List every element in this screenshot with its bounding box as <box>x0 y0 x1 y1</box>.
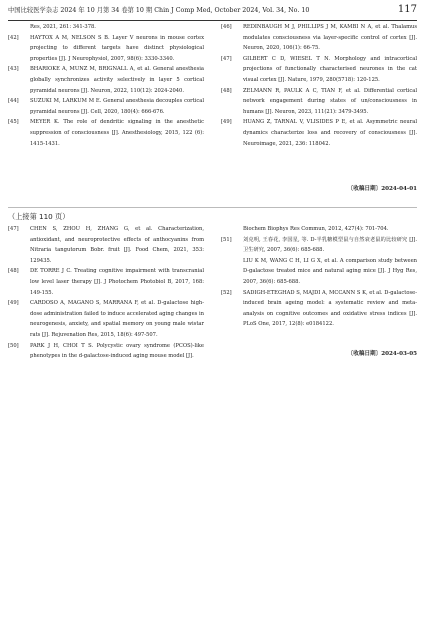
received-date: 〔收稿日期〕2024-03-05 <box>347 351 417 357</box>
reference-item: [50] PARK J H, CHOI T S. Polycystic ovary syndrome (PCOS)-like phenotypes in the d-galactose-induced aging mouse model [J]. <box>8 342 204 360</box>
reference-item: [48] DE TORRE J C. Treating cognitive impairment with transcranial low level laser therapy [J]. J Photochem Photobiol B, 2017, 168: 149-155. <box>8 268 204 296</box>
reference-item: [46] REDINBAUGH M J, PHILLIPS J M, KAMBI N A, et al. Thalamus modulates consciousness via layer-specific control of cortex [J]. Neuron, 2020, 106(1): 66-75. <box>221 24 417 52</box>
ref-continuation: Res, 2021, 261: 341-378. <box>30 24 96 30</box>
reference-item: [49] CARDOSO A, MAGANO S, MARRANA F, et al. D-galactose high-dose administration failed to induce accelerated aging changes in neurogenesis, anxiety, and spatial memory on young male wistar rats [J]. Rejuvenation Res, 2015, 18(6): 497-507. <box>8 300 204 338</box>
bottom-left-column <box>8 224 204 362</box>
journal-header: 中国比较医学杂志 2024 年 10 月第 34 卷第 10 期 Chin J Comp Med, October 2024, Vol. 34, No. 10 <box>8 7 310 14</box>
received-date: 〔收稿日期〕2024-04-01 <box>347 186 417 192</box>
reference-item: [51] 刘克明, 王春花, 李国星, 等. D-半乳糖模型鼠与自然衰老鼠的比较研究 [J]. 卫生研究, 2007, 36(6): 685-688. LIU K M, WANG C H, LI G X, et al. A comparison study between D-galactose treated mice and natural aging mice [J]. J Hyg Res, 2007, 36(6): 685-688. <box>221 236 417 285</box>
bottom-right-column <box>221 224 417 330</box>
section-divider <box>8 207 417 208</box>
ref-continuation: Biochem Biophys Res Commun, 2012, 427(4): 701-704. <box>243 226 389 232</box>
continued-from-label: （上接第 110 页） <box>8 212 70 221</box>
reference-item: [47] GILBERT C D, WIESEL T N. Morphology and intracortical projections of functionally characterised neurones in the cat visual cortex [J]. Nature, 1979, 280(5718): 120-125. <box>221 55 417 83</box>
reference-item: [44] SUZUKI M, LARKUM M E. General anesthesia decouples cortical pyramidal neurons [J]. Cell, 2020, 180(4): 666-676. <box>8 98 204 115</box>
reference-translation: LIU K M, WANG C H, LI G X, et al. A comparison study between D-galactose treated mice and natural aging mice [J]. J Hyg Res, 2007, 36(6): 685-688. <box>243 257 417 285</box>
reference-item: [49] HUANG Z, TARNAL V, VLISIDES P E, et al. Asymmetric neural dynamics characterize loss and recovery of consciousness [J]. Neuroimage, 2021, 236: 118042. <box>221 119 417 147</box>
reference-item: [43] BHARIOKE A, MUNZ M, BRIGNALL A, et al. General anesthesia globally synchronizes activity selectively in layer 5 cortical pyramidal neurons [J]. Neuron, 2022, 110(12): 2024-2040. <box>8 66 204 94</box>
page-number: 117 <box>397 4 417 15</box>
reference-item: [45] MEYER K. The role of dendritic signaling in the anesthetic suppression of consciousness [J]. Anesthesiology, 2015, 122 (6): 1415-1431. <box>8 119 204 147</box>
reference-item: [47] CHEN S, ZHOU H, ZHANG G, et al. Characterization, antioxidant, and neuroprotective effects of anthocyanins from Nitraria tangutorum Bobr. fruit [J]. Food Chem, 2021, 353: 129435. <box>8 226 204 264</box>
header-rule <box>8 20 417 21</box>
top-left-column <box>8 22 204 149</box>
reference-item: [48] ZELMANN R, PAULK A C, TIAN F, et al. Differential cortical network engagement during states of un/consciousness in humans [J]. Neuron, 2023, 111(21): 3479-3495. <box>221 87 417 115</box>
reference-item: [42] HAYTOX A M, NELSON S B. Layer V neurons in mouse cortex projecting to different targets have distinct physiological properties [J]. J Neurophysiol, 2007, 98(6): 3330-3340. <box>8 34 204 62</box>
top-right-column <box>221 22 417 149</box>
reference-item: [52] SADIGH-ETEGHAD S, MAJDI A, MCCANN S K, et al. D-galactose-induced brain ageing model: a systematic review and meta-analysis on cognitive outcomes and oxidative stress indices [J]. PLoS One, 2017, 12(8): e0184122. <box>221 289 417 328</box>
running-header <box>8 4 417 18</box>
